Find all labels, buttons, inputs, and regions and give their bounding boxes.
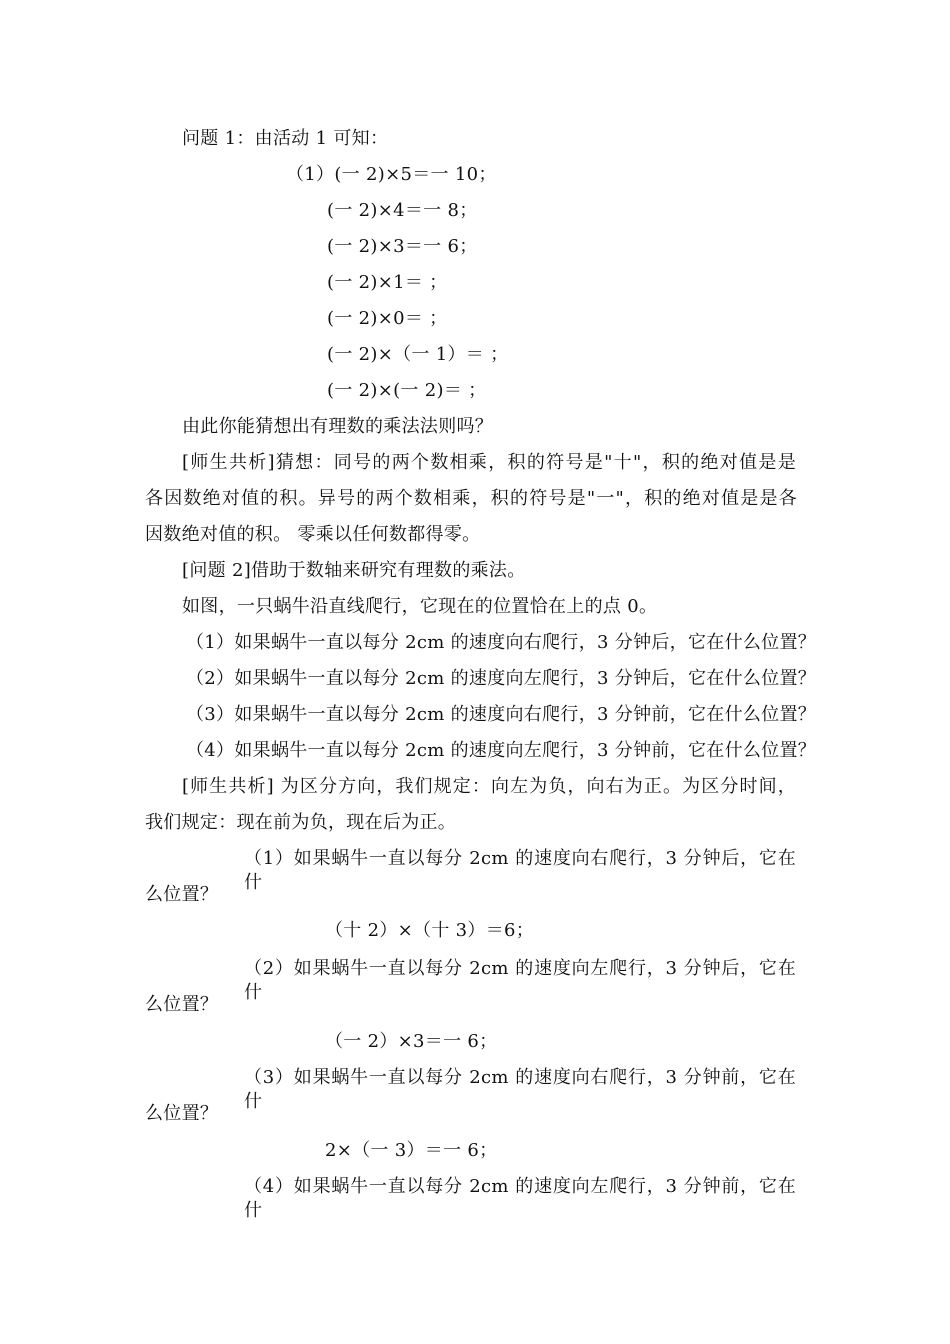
paragraph-line: 各因数绝对值的积。异号的两个数相乘，积的符号是"一"，积的绝对值是是各 [145,488,797,509]
paragraph-line: 我们规定：现在前为负，现在后为正。 [145,812,457,833]
paragraph-line: 如图，一只蜗牛沿直线爬行，它现在的位置恰在上的点 0。 [182,596,658,617]
question-line: （4）如果蜗牛一直以每分 2cm 的速度向左爬行，3 分钟前，它在什么位置？ [186,740,817,761]
paragraph-line: [师生共析] 为区分方向，我们规定：向左为负，向右为正。为区分时间， [182,776,796,797]
question-line: （2）如果蜗牛一直以每分 2cm 的速度向左爬行，3 分钟后，它在什么位置？ [186,668,817,689]
equation-line: （1）(一 2)×5＝一 10； [286,164,497,185]
equation-line: 2×（一 3）＝一 6； [325,1140,498,1161]
paragraph-line: [师生共析]猜想：同号的两个数相乘，积的符号是"十"，积的绝对值是是 [182,452,796,473]
question-line: （1）如果蜗牛一直以每分 2cm 的速度向右爬行，3 分钟后，它在什么位置？ [186,632,817,653]
paragraph-line: 么位置？ [145,884,219,905]
equation-line: (一 2)×1＝ ； [327,272,448,293]
paragraph-line: 么位置？ [145,994,219,1015]
question-line: （3）如果蜗牛一直以每分 2cm 的速度向右爬行，3 分钟前，它在什 [244,1067,796,1112]
equation-line: (一 2)×3＝一 6； [327,236,478,257]
problem-2-heading: [问题 2]借助于数轴来研究有理数的乘法。 [182,560,526,581]
paragraph-line: 么位置？ [145,1103,219,1124]
equation-line: (一 2)×（一 1）＝ ； [327,344,509,365]
equation-line: (一 2)×4＝一 8； [327,200,478,221]
question-line: （2）如果蜗牛一直以每分 2cm 的速度向左爬行，3 分钟后，它在什 [244,958,796,1003]
paragraph-line: 因数绝对值的积。 零乘以任何数都得零。 [145,524,481,545]
question-line: （1）如果蜗牛一直以每分 2cm 的速度向右爬行，3 分钟后，它在什 [244,848,796,893]
equation-line: (一 2)×(一 2)＝ ； [327,380,487,401]
question-line: （4）如果蜗牛一直以每分 2cm 的速度向左爬行，3 分钟前，它在什 [244,1176,796,1221]
question-line: （3）如果蜗牛一直以每分 2cm 的速度向右爬行，3 分钟前，它在什么位置？ [186,704,817,725]
equation-line: (一 2)×0＝ ； [327,308,448,329]
problem-1-heading: 问题 1：由活动 1 可知： [182,128,389,149]
equation-line: （十 2）×（十 3）＝6； [325,920,535,941]
paragraph-line: 由此你能猜想出有理数的乘法法则吗？ [182,416,494,437]
equation-line: （一 2）×3＝一 6； [325,1031,498,1052]
